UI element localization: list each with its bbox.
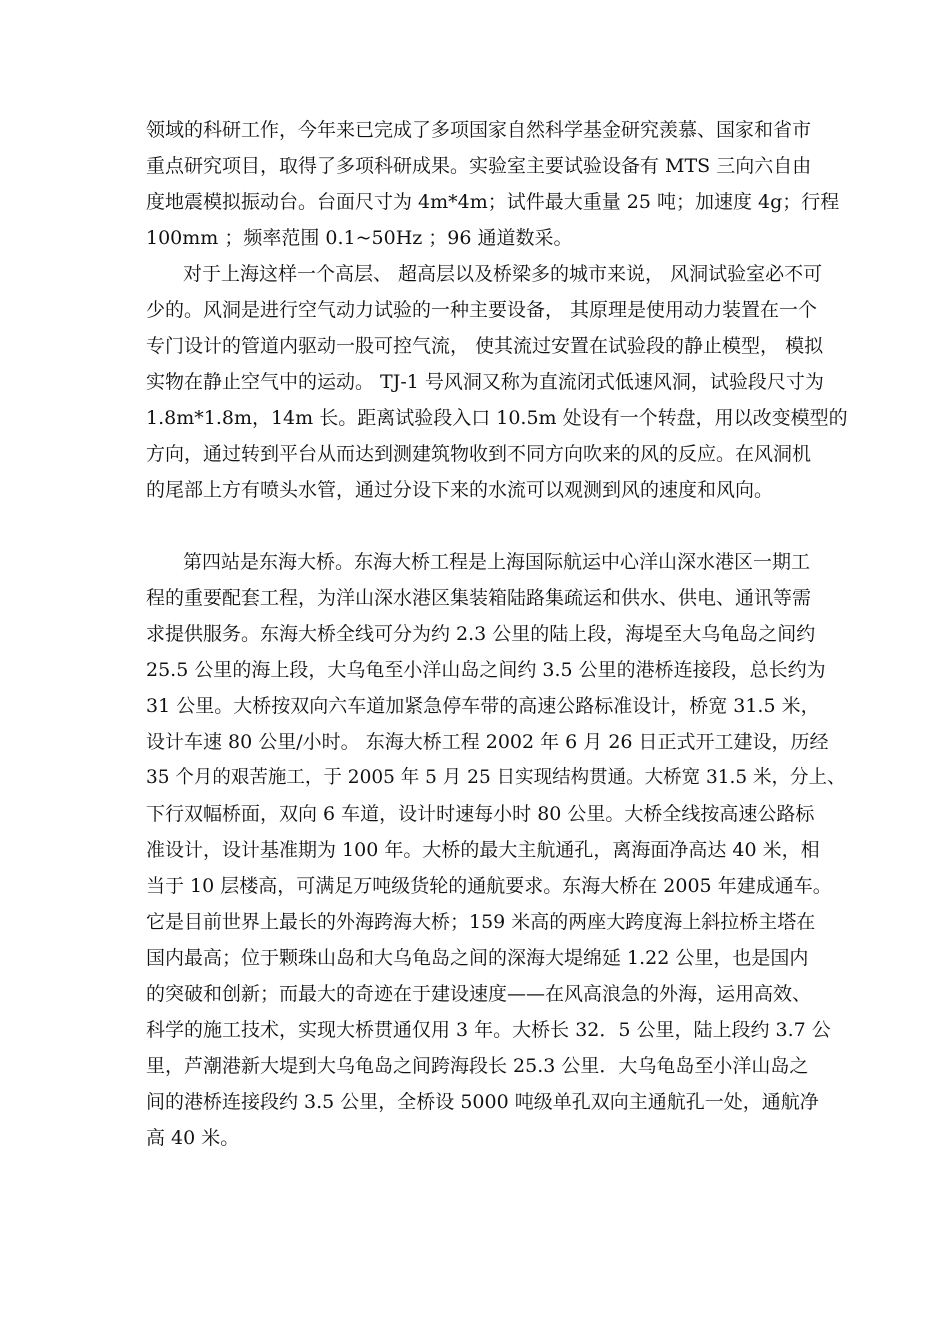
text-line: 度地震模拟振动台。台面尺寸为 4m*4m；试件最大重量 25 吨；加速度 4g；行程 — [146, 191, 840, 213]
text-line: 国内最高；位于颗珠山岛和大乌龟岛之间的深海大堤绵延 1.22 公里，也是国内 — [146, 947, 809, 969]
text-line: 的突破和创新；而最大的奇迹在于建设速度——在风高浪急的外海，运用高效、 — [146, 983, 812, 1005]
text-line: 25.5 公里的海上段，大乌龟至小洋山岛之间约 3.5 公里的港桥连接段，总长约为 — [146, 659, 826, 681]
text-line: 下行双幅桥面，双向 6 车道，设计时速每小时 80 公里。大桥全线按高速公路标 — [146, 803, 815, 825]
text-line: 少的。风洞是进行空气动力试验的一种主要设备， 其原理是使用动力装置在一个 — [146, 299, 818, 321]
text-line: 设计车速 80 公里/小时。 东海大桥工程 2002 年 6 月 26 日正式开工建设，历经 — [146, 731, 829, 753]
text-line: 它是目前世界上最长的外海跨海大桥；159 米高的两座大跨度海上斜拉桥主塔在 — [146, 911, 816, 933]
text-line: 准设计，设计基准期为 100 年。大桥的最大主航通孔，离海面净高达 40 米，相 — [146, 839, 820, 861]
text-line: 35 个月的艰苦施工，于 2005 年 5 月 25 日实现结构贯通。大桥宽 31.5 米，分上、 — [146, 767, 846, 788]
text-line: 重点研究项目，取得了多项科研成果。实验室主要试验设备有 MTS 三向六自由 — [146, 155, 812, 177]
text-line: 专门设计的管道内驱动一股可控气流， 使其流过安置在试验段的静止模型， 模拟 — [146, 335, 824, 357]
text-line: 高 40 米。 — [146, 1127, 240, 1149]
text-line: 31 公里。大桥按双向六车道加紧急停车带的高速公路标准设计，桥宽 31.5 米， — [146, 695, 820, 717]
text-line: 当于 10 层楼高，可满足万吨级货轮的通航要求。东海大桥在 2005 年建成通车。 — [146, 875, 832, 897]
text-line: 第四站是东海大桥。东海大桥工程是上海国际航运中心洋山深水港区一期工 — [183, 551, 811, 573]
text-line: 里，芦潮港新大堤到大乌龟岛之间跨海段长 25.3 公里．大乌龟岛至小洋山岛之 — [146, 1055, 809, 1077]
text-line: 方向，通过转到平台从而达到测建筑物收到不同方向吹来的风的反应。在风洞机 — [146, 443, 812, 465]
text-line: 程的重要配套工程，为洋山深水港区集装箱陆路集疏运和供水、供电、通讯等需 — [146, 587, 812, 609]
text-line: 100mm ；频率范围 0.1~50Hz ；96 通道数采。 — [146, 227, 573, 249]
text-line: 间的港桥连接段约 3.5 公里，全桥设 5000 吨级单孔双向主通航孔一处，通航净 — [146, 1091, 819, 1113]
text-line: 求提供服务。东海大桥全线可分为约 2.3 公里的陆上段，海堤至大乌龟岛之间约 — [146, 623, 816, 645]
text-line: 对于上海这样一个高层、 超高层以及桥梁多的城市来说， 风洞试验室必不可 — [183, 263, 823, 285]
text-line: 1.8m*1.8m，14m 长。距离试验段入口 10.5m 处设有一个转盘，用以改变模型的 — [146, 407, 848, 429]
text-line: 科学的施工技术，实现大桥贯通仅用 3 年。大桥长 32．5 公里，陆上段约 3.7 公 — [146, 1019, 831, 1041]
text-line: 的尾部上方有喷头水管，通过分设下来的水流可以观测到风的速度和风向。 — [146, 479, 774, 501]
text-line: 领域的科研工作，今年来已完成了多项国家自然科学基金研究羡慕、国家和省市 — [146, 119, 812, 141]
text-line: 实物在静止空气中的运动。 TJ-1 号风洞又称为直流闭式低速风洞，试验段尺寸为 — [146, 371, 824, 393]
